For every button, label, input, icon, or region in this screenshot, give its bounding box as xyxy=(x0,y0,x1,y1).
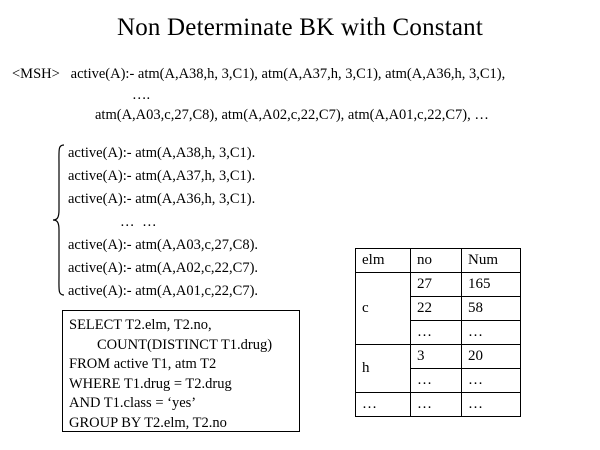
table-header-cell: Num xyxy=(462,249,521,273)
clause-item: active(A):- atm(A,A37,h, 3,C1). xyxy=(68,168,256,184)
table-cell-no: 27 xyxy=(411,273,462,297)
table-cell-num: … xyxy=(462,369,521,393)
sql-line: SELECT T2.elm, T2.no, xyxy=(69,317,212,333)
table-cell-num: 58 xyxy=(462,297,521,321)
msh-label: <MSH> xyxy=(12,66,60,82)
clause-ellipsis: … … xyxy=(120,214,159,230)
page-title: Non Determinate BK with Constant xyxy=(116,14,484,41)
msh-clause-head: active(A):- atm(A,A38,h, 3,C1), atm(A,A37,h, 3,C1), atm(A,A36,h, 3,C1), xyxy=(70,66,506,82)
clause-item: active(A):- atm(A,A03,c,27,C8). xyxy=(68,237,259,253)
sql-line: GROUP BY T2.elm, T2.no xyxy=(69,414,227,431)
msh-ellipsis: …. xyxy=(132,87,151,103)
result-table xyxy=(355,248,521,417)
left-brace-icon xyxy=(52,144,66,296)
table-cell-no: … xyxy=(411,369,462,393)
clause-item: active(A):- atm(A,A01,c,22,C7). xyxy=(68,283,259,299)
table-row xyxy=(356,345,521,369)
table-cell-num: 165 xyxy=(462,273,521,297)
table-cell-no: … xyxy=(411,393,462,417)
table-header-cell: elm xyxy=(356,249,411,273)
table-cell-no: 3 xyxy=(411,345,462,369)
table-cell-no: 22 xyxy=(411,297,462,321)
table-header-row xyxy=(356,249,521,273)
table-cell-elm: c xyxy=(356,273,411,345)
table-cell-elm: … xyxy=(356,393,411,417)
table-cell-num: … xyxy=(462,393,521,417)
table-row xyxy=(356,393,521,417)
clause-item: active(A):- atm(A,A38,h, 3,C1). xyxy=(68,145,256,161)
msh-line-2: atm(A,A03,c,27,C8), atm(A,A02,c,22,C7), atm(A,A01,c,22,C7), … xyxy=(95,107,489,123)
sql-line: AND T1.class = ‘yes’ xyxy=(69,395,197,411)
table-row xyxy=(356,273,521,297)
result-table-wrapper xyxy=(355,248,521,417)
sql-line: FROM active T1, atm T2 xyxy=(69,356,217,372)
sql-line: COUNT(DISTINCT T1.drug) xyxy=(97,336,273,353)
table-cell-elm: h xyxy=(356,345,411,393)
sql-query-box xyxy=(62,310,300,432)
table-header-cell: no xyxy=(411,249,462,273)
table-cell-num: 20 xyxy=(462,345,521,369)
clause-item: active(A):- atm(A,A02,c,22,C7). xyxy=(68,260,259,276)
clause-item: active(A):- atm(A,A36,h, 3,C1). xyxy=(68,191,256,207)
msh-line-1 xyxy=(12,66,505,83)
table-cell-num: … xyxy=(462,321,521,345)
sql-line: WHERE T1.drug = T2.drug xyxy=(69,375,232,392)
table-cell-no: … xyxy=(411,321,462,345)
clause-list xyxy=(68,142,258,303)
